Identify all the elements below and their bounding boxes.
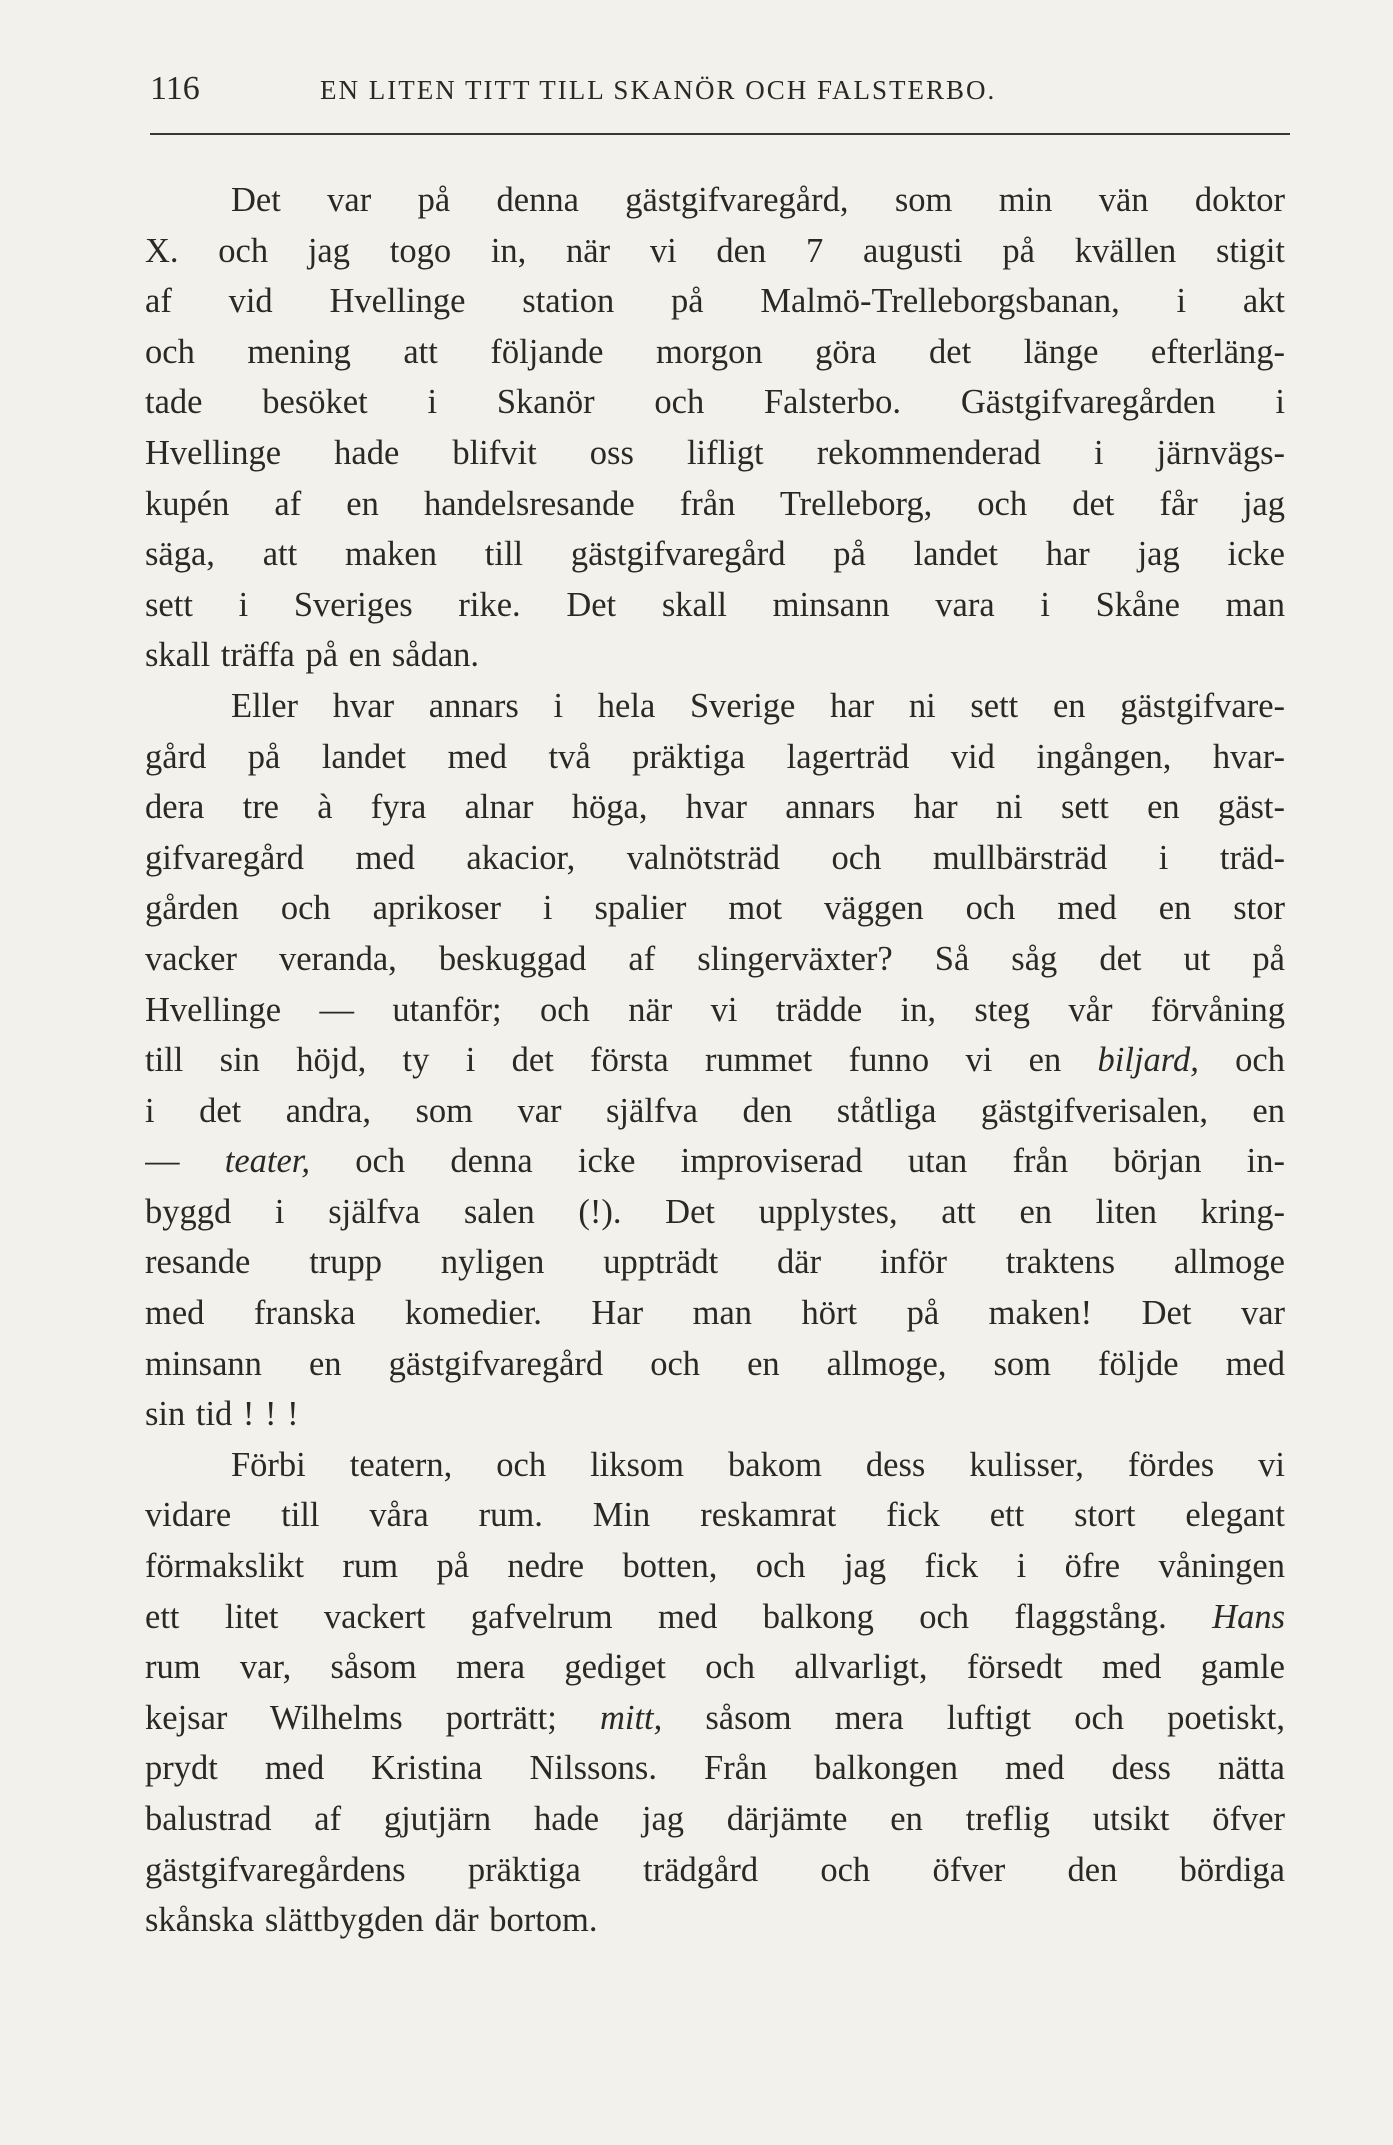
italic-text: mitt, <box>599 1698 663 1737</box>
text-segment: och denna icke improviserad utan från början in- <box>310 1142 1285 1181</box>
text-segment: gården och aprikoser i spalier mot väggen och med en stor <box>145 889 1285 928</box>
text-segment: — <box>145 1142 225 1181</box>
running-title: EN LITEN TITT TILL SKANÖR OCH FALSTERBO. <box>320 75 997 105</box>
text-line <box>145 580 1285 631</box>
text-segment: Det var på denna gästgifvaregård, som min vän doktor <box>231 181 1285 219</box>
text-segment: förmakslikt rum på nedre botten, och jag fick i öfre våningen <box>145 1547 1285 1586</box>
text-line <box>145 276 1285 327</box>
text-segment: sin tid ! ! ! <box>145 1395 299 1434</box>
page-number: 116 <box>150 70 200 107</box>
text-line <box>145 1845 1285 1896</box>
text-line <box>145 1794 1285 1845</box>
text-segment: balustrad af gjutjärn hade jag därjämte en treflig utsikt öfver <box>145 1800 1285 1838</box>
text-line <box>145 1693 1285 1744</box>
text-segment: till sin höjd, ty i det första rummet funno vi en <box>145 1041 1098 1080</box>
text-segment: med franska komedier. Har man hört på maken! Det var <box>145 1294 1285 1333</box>
text-segment: skall träffa på en sådan. <box>145 636 480 675</box>
italic-text: Hans <box>1212 1597 1285 1636</box>
text-segment: tade besöket i Skanör och Falsterbo. Gästgifvaregården i <box>145 383 1285 422</box>
text-line <box>145 175 1285 226</box>
text-line <box>145 1086 1285 1137</box>
text-segment: ett litet vackert gafvelrum med balkong och flaggstång. <box>145 1597 1213 1636</box>
text-line <box>145 377 1285 428</box>
text-segment: kupén af en handelsresande från Trelleborg, och det får jag <box>145 484 1285 523</box>
text-segment: Förbi teatern, och liksom bakom dess kulisser, fördes vi <box>231 1445 1285 1484</box>
text-line <box>145 782 1285 833</box>
text-segment: resande trupp nyligen uppträdt där inför traktens allmoge <box>145 1243 1285 1282</box>
text-segment: dera tre à fyra alnar höga, hvar annars har ni sett en gäst- <box>145 788 1285 827</box>
text-segment: prydt med Kristina Nilssons. Från balkongen med dess nätta <box>145 1749 1285 1788</box>
text-segment: säga, att maken till gästgifvaregård på landet har jag icke <box>145 535 1285 574</box>
text-line <box>145 1035 1285 1086</box>
text-segment: sett i Sveriges rike. Det skall minsann vara i Skåne man <box>145 585 1285 624</box>
text-line <box>145 630 1285 681</box>
text-segment: Hvellinge hade blifvit oss lifligt rekommenderad i järnvägs- <box>145 433 1285 472</box>
running-head <box>150 70 1290 120</box>
text-line <box>145 1339 1285 1390</box>
text-line <box>145 1288 1285 1339</box>
text-line <box>145 985 1285 1036</box>
text-segment: Hvellinge — utanför; och när vi trädde in, steg vår förvåning <box>145 990 1285 1029</box>
text-segment: såsom mera luftigt och poetiskt, <box>662 1698 1285 1737</box>
text-line <box>145 327 1285 378</box>
text-segment: Eller hvar annars i hela Sverige har ni sett en gästgifvare- <box>231 686 1285 725</box>
text-line <box>145 1541 1285 1592</box>
text-segment: af vid Hvellinge station på Malmö-Trelleborgsbanan, i akt <box>145 282 1285 321</box>
text-segment: minsann en gästgifvaregård och en allmoge, som följde med <box>145 1344 1285 1383</box>
text-segment: och <box>1198 1041 1285 1080</box>
text-line <box>145 1440 1285 1491</box>
text-line <box>145 1389 1285 1440</box>
text-line <box>145 1237 1285 1288</box>
italic-text: biljard, <box>1097 1041 1199 1080</box>
text-segment: skånska slättbygden där bortom. <box>145 1901 598 1940</box>
text-line <box>145 934 1285 985</box>
text-line <box>145 529 1285 580</box>
text-segment: och mening att följande morgon göra det länge efterläng- <box>145 332 1285 371</box>
text-segment: i det andra, som var själfva den ståtliga gästgifverisalen, en <box>145 1091 1285 1130</box>
text-line <box>145 1187 1285 1238</box>
text-line <box>145 479 1285 530</box>
text-segment: vacker veranda, beskuggad af slingerväxter? Så såg det ut på <box>145 939 1285 978</box>
text-segment: kejsar Wilhelms porträtt; <box>145 1698 600 1737</box>
text-segment: gifvaregård med akacior, valnötsträd och mullbärsträd i träd- <box>145 838 1285 877</box>
text-line <box>145 1490 1285 1541</box>
body-text <box>145 175 1285 1946</box>
italic-text: teater, <box>224 1142 311 1181</box>
text-line <box>145 428 1285 479</box>
text-line <box>145 732 1285 783</box>
text-segment: byggd i själfva salen (!). Det upplystes, att en liten kring- <box>145 1192 1285 1231</box>
text-line <box>145 1592 1285 1643</box>
header-rule <box>150 133 1290 135</box>
text-segment: rum var, såsom mera gediget och allvarligt, försedt med gamle <box>145 1648 1285 1687</box>
text-segment: X. och jag togo in, när vi den 7 augusti på kvällen stigit <box>145 231 1285 270</box>
text-line <box>145 1136 1285 1187</box>
text-line <box>145 883 1285 934</box>
text-line <box>145 833 1285 884</box>
text-segment: gästgifvaregårdens präktiga trädgård och öfver den bördiga <box>145 1850 1285 1889</box>
text-line <box>145 1743 1285 1794</box>
text-segment: vidare till våra rum. Min reskamrat fick ett stort elegant <box>145 1496 1285 1535</box>
text-line <box>145 681 1285 732</box>
text-line <box>145 1895 1285 1946</box>
text-line <box>145 226 1285 277</box>
text-line <box>145 1642 1285 1693</box>
text-segment: gård på landet med två präktiga lagerträd vid ingången, hvar- <box>145 737 1285 776</box>
